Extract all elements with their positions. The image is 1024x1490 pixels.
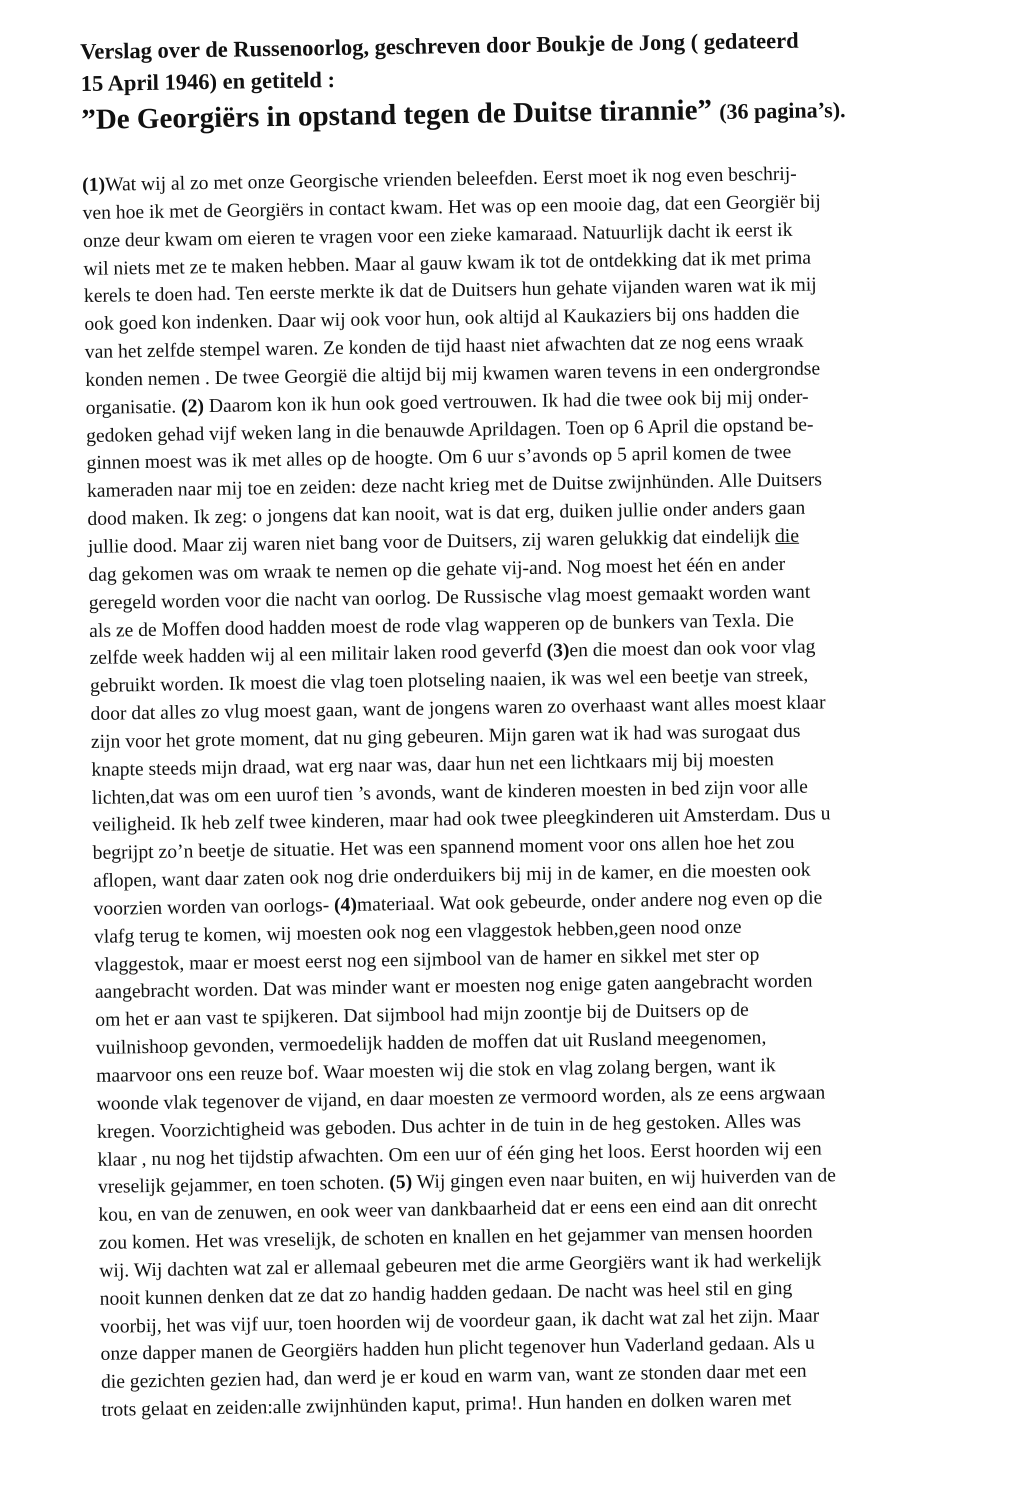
body-line: ginnen moest was ik met alles op de hoogte. Om 6 uur s’avonds op 5 april komen de twee — [86, 442, 792, 475]
body-line: trots gelaat en zeiden:alle zwijnhünden kaput, prima!. Hun handen en dolken waren met — [101, 1389, 792, 1421]
header-line-1: Verslag over de Russenoorlog, geschreven door Boukje de Jong ( gedateerd — [80, 27, 799, 64]
body-line: gebruikt worden. Ik moest die vlag toen plotseling naaien, ik was wel een beetje van streek, — [89, 664, 809, 698]
body-line: zijn voor het grote moment, dat nu ging gebeuren. Mijn garen wat ik had was surogaat dus — [90, 720, 801, 753]
body-line: gedoken gehad vijf weken lang in die benauwde Aprildagen. Toen op 6 April die opstand be- — [85, 414, 814, 447]
document-title: ”De Georgiërs in opstand tegen de Duitse tirannie” — [81, 94, 713, 136]
body-line: voorbij, het was vijf uur, toen hoorden wij de voordeur gaan, ik dacht wat zal het zijn. Maar — [99, 1305, 820, 1338]
body-line: kregen. Voorzichtigheid was geboden. Dus achter in de tuin in de heg gestoken. Alles was — [96, 1110, 802, 1143]
section-marker: (4) — [333, 894, 358, 917]
body-line: begrijpt zo’n beetje de situatie. Het was een spannend moment voor ons allen hoe het zou — [92, 832, 795, 865]
body-line: dood maken. Ik zeg: o jongens dat kan nooit, wat is dat erg, duiken jullie onder anders gaan — [87, 497, 806, 531]
body-line: wij. Wij dachten wat zal er allemaal gebeuren met die arme Georgiërs want ik had werkelijk — [99, 1249, 822, 1282]
body-line: zou komen. Het was vreselijk, de schoten en knallen en het gejammer van mensen hoorden — [98, 1221, 813, 1254]
body-line: kerels te doen had. Ten eerste merkte ik dat de Duitsers hun gehate vijanden waren wat ik mij — [83, 274, 817, 308]
body-line: klaar , nu nog het tijdstip afwachten. Om een uur of één ging het loos. Eerst hoorden wij een — [97, 1138, 822, 1171]
underlined-word: die — [774, 525, 800, 548]
body-line: ven hoe ik met de Georgiërs in contact kwam. Het was op een mooie dag, dat een Georgiër bij — [82, 191, 821, 224]
body-line: die gezichten gezien had, dan werd je er koud en warm van, want ze stonden daar met een — [100, 1361, 807, 1394]
body-line: dag gekomen was om wraak te nemen op die gehate vij-and. Nog moest het één en ander — [88, 553, 786, 586]
body-line: geregeld worden voor die nacht van oorlog. De Russische vlag moest gemaakt worden want — [88, 581, 811, 614]
document-header — [80, 22, 982, 142]
body-line: veiligheid. Ik heb zelf twee kinderen, maar had ook twee pleegkinderen uit Amsterdam. Dus u — [92, 803, 831, 837]
body-line: kameraden naar mij toe en zeiden: deze nacht krieg met de Duitse zwijnhünden. Alle Duitsers — [86, 469, 823, 503]
body-line: zelfde week hadden wij al een militair laken rood geverfd (3)en die moest dan ook voor vlag — [89, 636, 816, 670]
body-line: vreselijk gejammer, en toen schoten. (5) Wij gingen even naar buiten, en wij huiverden van de — [97, 1165, 837, 1199]
body-line: maarvoor ons een reuze bof. Waar moesten wij die stok en vlag zolang bergen, want ik — [96, 1055, 776, 1087]
body-line: organisatie. (2) Daarom kon ik hun ook goed vertrouwen. Ik had die twee ook bij mij onder- — [85, 386, 809, 419]
body-line: vlaggestok, maar er moest eerst nog een sijmbool van de hamer en sikkel met ster op — [94, 944, 760, 976]
document-body — [82, 158, 1002, 1425]
body-line: door dat alles zo vlug moest gaan, want de jongens waren zo overhaast want alles moest klaar — [90, 692, 826, 725]
body-line: aflopen, want daar zaten ook nog drie onderduikers bij mij in de kamer, en die moesten ook — [92, 859, 811, 893]
section-marker: (2) — [180, 395, 205, 418]
body-line: lichten,dat was om een uurof tien ’s avonds, want de kinderen moesten in bed zijn voor alle — [91, 776, 808, 809]
body-line: onze deur kwam om eieren te vragen voor een zieke kamaraad. Natuurlijk dacht ik eerst ik — [82, 219, 793, 252]
section-marker: (5) — [389, 1172, 413, 1194]
body-line: van het zelfde stempel waren. Ze konden de tijd haast niet afwachten dat ze nog eens wraak — [84, 330, 804, 364]
body-line: voorzien worden van oorlogs- (4)materiaal. Wat ook gebeurde, onder andere nog even op die — [93, 887, 823, 920]
section-marker: (1) — [82, 174, 106, 196]
body-line: vuilnishoop gevonden, vermoedelijk hadden de moffen dat uit Rusland meegenomen, — [95, 1027, 767, 1060]
page-count: (36 pagina’s). — [719, 96, 846, 124]
body-line: nooit kunnen denken dat ze dat zo handig hadden gedaan. De nacht was heel stil en ging — [99, 1277, 793, 1310]
body-line: knapte steeds mijn draad, wat erg naar was, daar hun net een lichtkaars mij bij moesten — [91, 748, 774, 781]
body-line: jullie dood. Maar zij waren niet bang voor de Duitsers, zij waren gelukkig dat eindelijk die — [87, 525, 800, 558]
body-line: als ze de Moffen dood hadden moest de rode vlag wapperen op de bunkers van Texla. Die — [89, 609, 794, 642]
body-line: vlafg terug te komen, wij moesten ook nog een vlaggestok hebben,geen nood onze — [93, 916, 742, 948]
body-line: aangebracht worden. Dat was minder want er moesten nog enige gaten aangebracht worden — [94, 971, 813, 1004]
body-line: om het er aan vast te spijkeren. Dat sijmbool had mijn zoontje bij de Duitsers op de — [95, 999, 749, 1032]
body-line: ook goed kon indenken. Daar wij ook voor hun, ook altijd al Kaukaziers bij ons hadden die — [84, 302, 800, 336]
body-line: onze dapper manen de Georgiërs hadden hun plicht tegenover hun Vaderland gedaan. Als u — [100, 1333, 815, 1366]
body-line: kou, en van de zenuwen, en ook weer van dankbaarheid dat er eens een eind aan dit onrecht — [98, 1193, 818, 1227]
body-line: woonde vlak tegenover de vijand, en daar moesten ze vermoord worden, als ze eens argwaan — [96, 1082, 826, 1115]
section-marker: (3) — [546, 640, 570, 663]
body-line: wil niets met ze te maken hebben. Maar al gauw kwam ik tot de ontdekking dat ik met prima — [83, 247, 812, 280]
body-line: konden nemen . De twee Georgië die altijd bij mij kwamen waren tevens in een ondergrondse — [85, 358, 821, 391]
body-line: (1)Wat wij al zo met onze Georgische vrienden beleefden. Eerst moet ik nog even beschrij- — [82, 163, 797, 196]
header-line-2: 15 April 1946) en getiteld : — [80, 67, 336, 96]
